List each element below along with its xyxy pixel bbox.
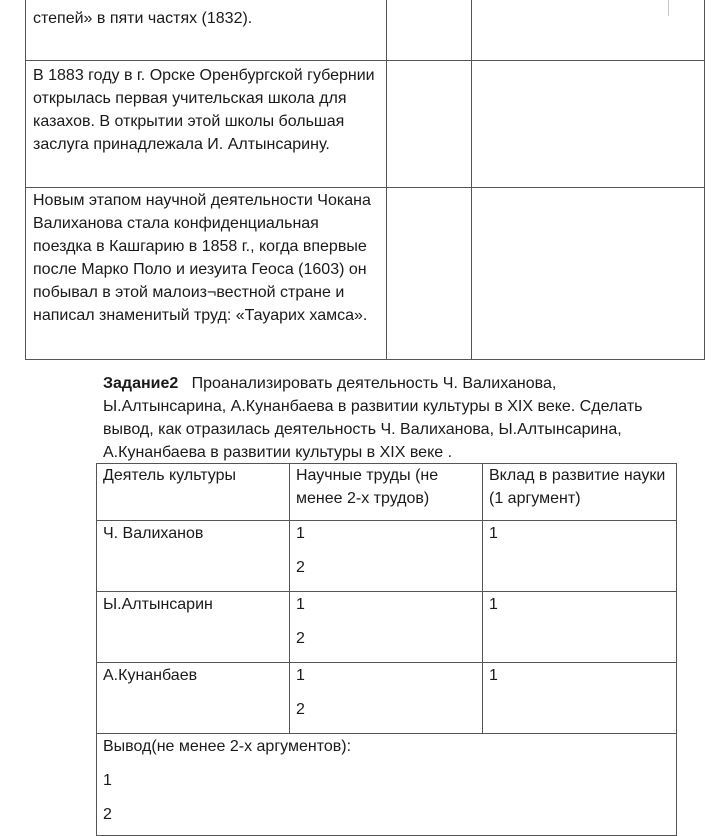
contribution-item: 1: [489, 525, 498, 542]
event-text-cell: степей» в пяти частях (1832).: [26, 0, 387, 61]
culture-figures-table: [96, 463, 677, 836]
work-item: 1: [296, 667, 305, 684]
work-item: 2: [296, 559, 305, 576]
table-row: [26, 188, 705, 360]
table-row: [97, 521, 677, 592]
event-text-cell: Новым этапом научной деятельности Чокана Валиханова стала конфиденциальная поездка в Кашгарию в 1858 г., когда впервые после Марко Поло и иезуита Геоса (1603) он побывал в этой малоиз¬вестной стране и написал знаменитый труд: «Тауарих хамса».: [26, 188, 387, 360]
table-row: [26, 61, 705, 188]
contribution-item: 1: [489, 667, 498, 684]
event-text-cell: В 1883 году в г. Орске Оренбургской губернии открылась первая учительская школа для казахов. В открытии этой школы большая заслуга принадлежала И. Алтынсарину.: [26, 61, 387, 188]
conclusion-cell[interactable]: [97, 734, 677, 836]
works-cell[interactable]: [290, 521, 483, 592]
works-cell[interactable]: [290, 592, 483, 663]
answer-cell[interactable]: [472, 188, 705, 360]
header-figure: Деятель культуры: [97, 464, 290, 521]
work-item: 2: [296, 630, 305, 647]
conclusion-item: 1: [103, 772, 112, 789]
work-item: 1: [296, 596, 305, 613]
answer-cell[interactable]: [387, 0, 472, 61]
task2-text: Проанализировать деятельность Ч. Валиханова, Ы.Алтынсарина, А.Кунанбаева в развитии культуры в XIX веке. Сделать вывод, как отразилась деятельность Ч. Валиханова, Ы.Алтынсарина, А.Кунанбаева в развитии культуры в XIX веке .: [103, 375, 643, 461]
answer-cell[interactable]: [472, 61, 705, 188]
header-contribution: Вклад в развитие науки (1 аргумент): [483, 464, 677, 521]
events-table: [25, 0, 705, 360]
answer-cell[interactable]: [472, 0, 705, 61]
table-row: [97, 663, 677, 734]
contribution-item: 1: [489, 596, 498, 613]
answer-cell[interactable]: [387, 61, 472, 188]
contribution-cell[interactable]: [483, 521, 677, 592]
figure-name: Ы.Алтынсарин: [97, 592, 290, 663]
works-cell[interactable]: [290, 663, 483, 734]
contribution-cell[interactable]: [483, 663, 677, 734]
header-works: Научные труды (не менее 2-х трудов): [290, 464, 483, 521]
table-header-row: [97, 464, 677, 521]
conclusion-label: Вывод(не менее 2-х аргументов):: [103, 738, 352, 755]
conclusion-item: 2: [103, 806, 112, 823]
figure-name: А.Кунанбаев: [97, 663, 290, 734]
figure-name: Ч. Валиханов: [97, 521, 290, 592]
table-row: [97, 592, 677, 663]
conclusion-row: [97, 734, 677, 836]
answer-cell[interactable]: [387, 188, 472, 360]
table-row: [26, 0, 705, 61]
task2-paragraph: [103, 372, 683, 464]
work-item: 2: [296, 701, 305, 718]
task2-label: Задание2: [103, 375, 179, 392]
contribution-cell[interactable]: [483, 592, 677, 663]
work-item: 1: [296, 525, 305, 542]
